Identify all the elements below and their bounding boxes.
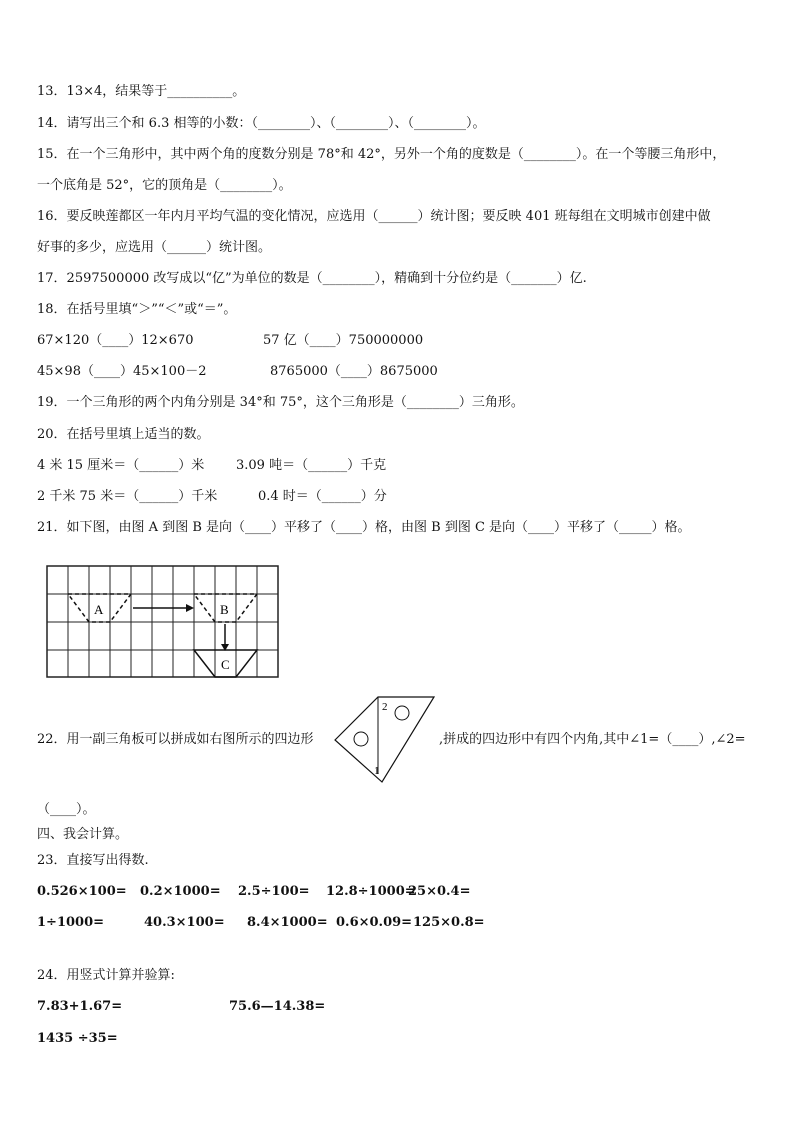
calc-item: 12.8÷1000= — [326, 884, 416, 899]
question-20-item-2: 3.09 吨＝（______）千克 — [236, 458, 387, 473]
question-22-continued: （____）。 — [37, 802, 96, 817]
calc-item: 40.3×100= — [144, 915, 225, 930]
question-17: 17．2597500000 改写成以“亿”为单位的数是（________），精确到十分位约是（_______）亿. — [37, 271, 587, 286]
question-15-line-1: 15．在一个三角形中，其中两个角的度数分别是 78°和 42°，另外一个角的度数是（________）。在一个等腰三角形中， — [37, 147, 726, 162]
question-18-item-1: 67×120（____）12×670 — [37, 333, 194, 348]
triangle-set-quadrilateral — [332, 694, 438, 786]
calc-item: 25×0.4= — [408, 884, 471, 899]
question-22-before: 22．用一副三角板可以拼成如右图所示的四边形 — [37, 732, 314, 747]
question-18-item-2: 57 亿（____）750000000 — [263, 333, 424, 348]
calc-item: 0.2×1000= — [140, 884, 221, 899]
label-b: B — [220, 602, 229, 617]
translation-grid-figure — [46, 565, 280, 679]
question-24-title: 24．用竖式计算并验算: — [37, 968, 175, 983]
question-13: 13．13×4，结果等于__________。 — [37, 84, 246, 99]
question-18-item-3: 45×98（____）45×100－2 — [37, 364, 207, 379]
angle-1-label: 1 — [374, 765, 380, 777]
calc-item: 125×0.8= — [413, 915, 485, 930]
calc-item: 0.526×100= — [37, 884, 127, 899]
question-18-title: 18．在括号里填“＞”“＜”或“＝”。 — [37, 302, 237, 317]
section-4-heading: 四、我会计算。 — [37, 827, 129, 842]
vertical-calc-item: 75.6—14.38= — [229, 999, 326, 1014]
question-19: 19．一个三角形的两个内角分别是 34°和 75°，这个三角形是（________）三角形。 — [37, 395, 524, 410]
calc-item: 0.6×0.09= — [336, 915, 413, 930]
question-20-item-4: 0.4 时＝（______）分 — [258, 489, 387, 504]
vertical-calc-item: 7.83+1.67= — [37, 999, 123, 1014]
angle-2-label: 2 — [382, 701, 388, 713]
label-a: A — [94, 602, 104, 617]
calc-item: 1÷1000= — [37, 915, 105, 930]
question-16-line-2: 好事的多少，应选用（______）统计图。 — [37, 240, 272, 255]
question-16-line-1: 16．要反映莲都区一年内月平均气温的变化情况，应选用（______）统计图；要反映 401 班每组在文明城市创建中做 — [37, 209, 711, 224]
calc-item: 2.5÷100= — [238, 884, 310, 899]
question-18-item-4: 8765000（____）8675000 — [270, 364, 438, 379]
question-20-item-1: 4 米 15 厘米＝（______）米 — [37, 458, 205, 473]
question-15-line-2: 一个底角是 52°，它的顶角是（________）。 — [37, 178, 292, 193]
question-22-after: ,拼成的四边形中有四个内角,其中∠1=（____）,∠2= — [439, 732, 746, 747]
label-c: C — [221, 657, 230, 672]
question-20-item-3: 2 千米 75 米＝（______）千米 — [37, 489, 218, 504]
question-23-title: 23．直接写出得数. — [37, 853, 149, 868]
vertical-calc-item: 1435 ÷35= — [37, 1031, 118, 1046]
question-14: 14．请写出三个和 6.3 相等的小数：（________）、（________）、（________）。 — [37, 116, 486, 131]
question-21: 21．如下图，由图 A 到图 B 是向（____）平移了（____）格，由图 B 到图 C 是向（____）平移了（_____）格。 — [37, 520, 691, 535]
calc-item: 8.4×1000= — [247, 915, 328, 930]
question-20-title: 20．在括号里填上适当的数。 — [37, 427, 210, 442]
